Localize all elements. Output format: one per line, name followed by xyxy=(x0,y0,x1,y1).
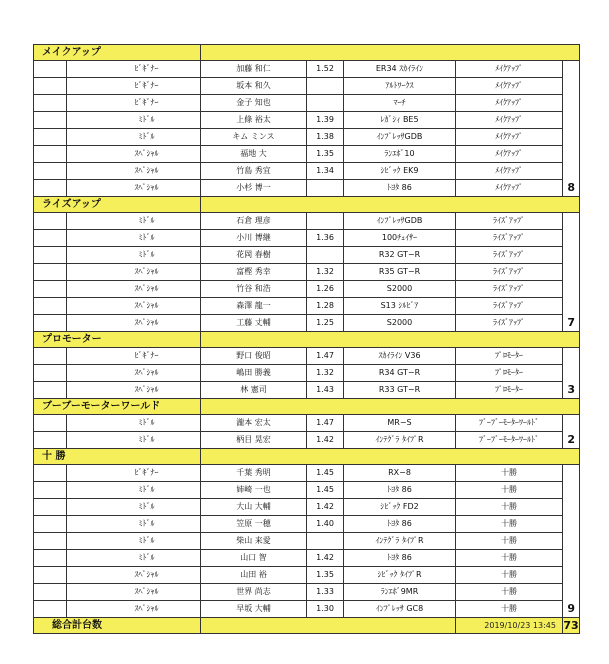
car-model: R34 GT−R xyxy=(344,365,456,382)
driver-name: 千葉 秀明 xyxy=(201,465,307,482)
car-model: ｲﾝﾌﾟﾚｯｻ GC8 xyxy=(344,601,456,618)
car-model: R33 GT−R xyxy=(344,382,456,399)
driver-name: 柄目 晃宏 xyxy=(201,432,307,449)
category-count: 7 xyxy=(563,213,580,332)
car-model: MR−S xyxy=(344,415,456,432)
driver-name: 竹島 秀宜 xyxy=(201,163,307,180)
driver-name: 工藤 丈輔 xyxy=(201,315,307,332)
car-model: ｱﾙﾄﾜｰｸｽ xyxy=(344,78,456,95)
entry-row xyxy=(34,247,580,264)
team-name: ﾗｲｽﾞｱｯﾌﾟ xyxy=(456,213,563,230)
car-model: ｽｶｲﾗｲﾝ V36 xyxy=(344,348,456,365)
car-model: ﾄﾖﾀ 86 xyxy=(344,482,456,499)
row-blank xyxy=(34,601,67,618)
car-model: ｲﾝﾃｸﾞﾗ ﾀｲﾌﾟR xyxy=(344,432,456,449)
car-model: ﾗﾝｴﾎﾞ9MR xyxy=(344,584,456,601)
driver-name: 小杉 博一 xyxy=(201,180,307,197)
entry-rate: 1.38 xyxy=(307,129,344,146)
driver-name: 姉崎 一也 xyxy=(201,482,307,499)
car-model: ｼﾋﾞｯｸ EK9 xyxy=(344,163,456,180)
team-name: ﾒｲｸｱｯﾌﾟ xyxy=(456,95,563,112)
team-name: 十勝 xyxy=(456,499,563,516)
driver-name: 金子 知也 xyxy=(201,95,307,112)
car-model: ｲﾝﾌﾟﾚｯｻGDB xyxy=(344,213,456,230)
entry-rate: 1.33 xyxy=(307,584,344,601)
car-model: RX−8 xyxy=(344,465,456,482)
driver-name: 世界 尚志 xyxy=(201,584,307,601)
entry-rate: 1.42 xyxy=(307,499,344,516)
row-blank xyxy=(34,382,67,399)
entry-rate: 1.47 xyxy=(307,415,344,432)
driver-name: 大山 大輔 xyxy=(201,499,307,516)
team-name: ﾌﾟﾛﾓｰﾀｰ xyxy=(456,348,563,365)
row-blank xyxy=(34,482,67,499)
category-header xyxy=(34,399,580,415)
car-model: ｼﾋﾞｯｸ FD2 xyxy=(344,499,456,516)
team-name: 十勝 xyxy=(456,516,563,533)
category-header xyxy=(34,197,580,213)
row-blank xyxy=(34,365,67,382)
entry-row xyxy=(34,550,580,567)
driver-name: 上條 裕太 xyxy=(201,112,307,129)
entry-rate: 1.40 xyxy=(307,516,344,533)
entry-row xyxy=(34,382,580,399)
entry-class: ﾋﾞｷﾞﾅｰ xyxy=(67,465,201,482)
entry-class: ﾐﾄﾞﾙ xyxy=(67,482,201,499)
row-blank xyxy=(34,432,67,449)
entry-row xyxy=(34,348,580,365)
team-name: ﾗｲｽﾞｱｯﾌﾟ xyxy=(456,230,563,247)
category-count: 2 xyxy=(563,415,580,449)
team-name: ﾌﾞｰﾌﾞｰﾓｰﾀｰﾜｰﾙﾄﾞ xyxy=(456,415,563,432)
team-name: ﾒｲｸｱｯﾌﾟ xyxy=(456,163,563,180)
entry-class: ﾐﾄﾞﾙ xyxy=(67,432,201,449)
team-name: 十勝 xyxy=(456,550,563,567)
entry-class: ﾐﾄﾞﾙ xyxy=(67,129,201,146)
entry-row xyxy=(34,315,580,332)
team-name: ﾗｲｽﾞｱｯﾌﾟ xyxy=(456,281,563,298)
car-model: R35 GT−R xyxy=(344,264,456,281)
row-blank xyxy=(34,584,67,601)
entry-row xyxy=(34,180,580,197)
entry-class: ｽﾍﾟｼｬﾙ xyxy=(67,264,201,281)
row-blank xyxy=(34,550,67,567)
car-model: ﾏｰﾁ xyxy=(344,95,456,112)
driver-name: 石倉 理彦 xyxy=(201,213,307,230)
entry-class: ｽﾍﾟｼｬﾙ xyxy=(67,365,201,382)
car-model: S2000 xyxy=(344,281,456,298)
row-blank xyxy=(34,146,67,163)
grand-total: 73 xyxy=(563,619,579,632)
entry-class: ｽﾍﾟｼｬﾙ xyxy=(67,567,201,584)
team-name: ﾌﾞｰﾌﾞｰﾓｰﾀｰﾜｰﾙﾄﾞ xyxy=(456,432,563,449)
team-name: ﾌﾟﾛﾓｰﾀｰ xyxy=(456,382,563,399)
entry-class: ｽﾍﾟｼｬﾙ xyxy=(67,298,201,315)
team-name: ﾒｲｸｱｯﾌﾟ xyxy=(456,78,563,95)
team-name: 十勝 xyxy=(456,533,563,550)
entry-rate: 1.32 xyxy=(307,264,344,281)
driver-name: 花岡 春樹 xyxy=(201,247,307,264)
driver-name: 竹谷 和浩 xyxy=(201,281,307,298)
team-name: ﾒｲｸｱｯﾌﾟ xyxy=(456,129,563,146)
row-blank xyxy=(34,516,67,533)
entry-row xyxy=(34,264,580,281)
entry-class: ﾐﾄﾞﾙ xyxy=(67,213,201,230)
car-model: S2000 xyxy=(344,315,456,332)
car-model: ｲﾝﾃｸﾞﾗ ﾀｲﾌﾟR xyxy=(344,533,456,550)
team-name: 十勝 xyxy=(456,465,563,482)
entry-class: ﾋﾞｷﾞﾅｰ xyxy=(67,348,201,365)
entry-class: ｽﾍﾟｼｬﾙ xyxy=(67,281,201,298)
entry-row xyxy=(34,298,580,315)
entry-row xyxy=(34,499,580,516)
entry-class: ｽﾍﾟｼｬﾙ xyxy=(67,163,201,180)
driver-name: 林 憲司 xyxy=(201,382,307,399)
entry-rate xyxy=(307,95,344,112)
car-model: ﾗﾝｴﾎﾞ10 xyxy=(344,146,456,163)
team-name: ﾒｲｸｱｯﾌﾟ xyxy=(456,180,563,197)
car-model: ｲﾝﾌﾟﾚｯｻGDB xyxy=(344,129,456,146)
driver-name: 山田 裕 xyxy=(201,567,307,584)
category-header xyxy=(34,45,580,61)
entry-row xyxy=(34,601,580,618)
entry-class: ﾋﾞｷﾞﾅｰ xyxy=(67,61,201,78)
car-model: ﾄﾖﾀ 86 xyxy=(344,180,456,197)
row-blank xyxy=(34,264,67,281)
car-model: R32 GT−R xyxy=(344,247,456,264)
team-name: 十勝 xyxy=(456,482,563,499)
entry-rate: 1.47 xyxy=(307,348,344,365)
category-title: プロモーター xyxy=(34,332,201,348)
entry-row xyxy=(34,465,580,482)
category-count: 9 xyxy=(563,465,580,618)
entry-class: ﾐﾄﾞﾙ xyxy=(67,247,201,264)
row-blank xyxy=(34,281,67,298)
entry-row xyxy=(34,129,580,146)
row-blank xyxy=(34,348,67,365)
team-name: ﾗｲｽﾞｱｯﾌﾟ xyxy=(456,298,563,315)
category-title: ライズアップ xyxy=(34,197,201,213)
entry-rate: 1.42 xyxy=(307,550,344,567)
row-blank xyxy=(34,78,67,95)
row-blank xyxy=(34,499,67,516)
entry-class: ﾐﾄﾞﾙ xyxy=(67,533,201,550)
driver-name: 柴山 来愛 xyxy=(201,533,307,550)
entry-class: ｽﾍﾟｼｬﾙ xyxy=(67,315,201,332)
entry-class: ﾐﾄﾞﾙ xyxy=(67,516,201,533)
entry-class: ﾋﾞｷﾞﾅｰ xyxy=(67,95,201,112)
entry-row xyxy=(34,516,580,533)
row-blank xyxy=(34,465,67,482)
entry-row xyxy=(34,584,580,601)
row-blank xyxy=(34,298,67,315)
entry-row xyxy=(34,230,580,247)
driver-name: キム ミンス xyxy=(201,129,307,146)
entry-row xyxy=(34,567,580,584)
team-name: ﾌﾟﾛﾓｰﾀｰ xyxy=(456,365,563,382)
entry-class: ﾐﾄﾞﾙ xyxy=(67,550,201,567)
category-title: 十 勝 xyxy=(34,449,201,465)
row-blank xyxy=(34,415,67,432)
entry-rate: 1.26 xyxy=(307,281,344,298)
entry-class: ﾋﾞｷﾞﾅｰ xyxy=(67,78,201,95)
entry-row xyxy=(34,146,580,163)
entry-class: ｽﾍﾟｼｬﾙ xyxy=(67,601,201,618)
team-name: ﾗｲｽﾞｱｯﾌﾟ xyxy=(456,247,563,264)
row-blank xyxy=(34,533,67,550)
entry-rate: 1.42 xyxy=(307,432,344,449)
entry-row xyxy=(34,78,580,95)
entry-rate xyxy=(307,247,344,264)
entry-rate: 1.30 xyxy=(307,601,344,618)
car-model: ﾄﾖﾀ 86 xyxy=(344,550,456,567)
driver-name: 小川 博継 xyxy=(201,230,307,247)
entry-list-sheet xyxy=(33,44,579,634)
entry-rate: 1.45 xyxy=(307,482,344,499)
entry-rate: 1.28 xyxy=(307,298,344,315)
driver-name: 早坂 大輔 xyxy=(201,601,307,618)
row-blank xyxy=(34,567,67,584)
entry-rate xyxy=(307,78,344,95)
team-name: 十勝 xyxy=(456,567,563,584)
entry-row xyxy=(34,432,580,449)
team-name: ﾗｲｽﾞｱｯﾌﾟ xyxy=(456,264,563,281)
entry-rate: 1.25 xyxy=(307,315,344,332)
entry-rate xyxy=(307,533,344,550)
entry-class: ﾐﾄﾞﾙ xyxy=(67,112,201,129)
driver-name: 瀧本 宏太 xyxy=(201,415,307,432)
entry-rate: 1.45 xyxy=(307,465,344,482)
category-title: メイクアップ xyxy=(34,45,201,61)
row-blank xyxy=(34,180,67,197)
category-header xyxy=(34,332,580,348)
entry-rate: 1.35 xyxy=(307,567,344,584)
entry-rate: 1.43 xyxy=(307,382,344,399)
team-name: ﾒｲｸｱｯﾌﾟ xyxy=(456,112,563,129)
entry-row xyxy=(34,281,580,298)
entry-rate: 1.36 xyxy=(307,230,344,247)
car-model: ER34 ｽｶｲﾗｲﾝ xyxy=(344,61,456,78)
driver-name: 坂本 和久 xyxy=(201,78,307,95)
driver-name: 山口 智 xyxy=(201,550,307,567)
entry-table xyxy=(33,44,580,634)
entry-row xyxy=(34,95,580,112)
entry-row xyxy=(34,415,580,432)
driver-name: 森澤 龍一 xyxy=(201,298,307,315)
car-model: ﾄﾖﾀ 86 xyxy=(344,516,456,533)
entry-class: ｽﾍﾟｼｬﾙ xyxy=(67,180,201,197)
driver-name: 富樫 秀幸 xyxy=(201,264,307,281)
entry-class: ﾐﾄﾞﾙ xyxy=(67,415,201,432)
entry-row xyxy=(34,482,580,499)
entry-class: ｽﾍﾟｼｬﾙ xyxy=(67,382,201,399)
driver-name: 福地 大 xyxy=(201,146,307,163)
driver-name: 嶋田 勝義 xyxy=(201,365,307,382)
car-model: 100ﾁｪｲｻｰ xyxy=(344,230,456,247)
team-name: ﾒｲｸｱｯﾌﾟ xyxy=(456,146,563,163)
team-name: 十勝 xyxy=(456,584,563,601)
entry-row xyxy=(34,365,580,382)
print-timestamp: 2019/10/23 13:45 xyxy=(456,618,563,634)
driver-name: 加藤 和仁 xyxy=(201,61,307,78)
entry-rate: 1.32 xyxy=(307,365,344,382)
category-header xyxy=(34,449,580,465)
entry-rate xyxy=(307,180,344,197)
entry-row xyxy=(34,163,580,180)
row-blank xyxy=(34,230,67,247)
category-count: 3 xyxy=(563,348,580,399)
category-title: ブーブーモーターワールド xyxy=(34,399,201,415)
entry-class: ﾐﾄﾞﾙ xyxy=(67,499,201,516)
entry-rate: 1.39 xyxy=(307,112,344,129)
row-blank xyxy=(34,61,67,78)
row-blank xyxy=(34,163,67,180)
entry-rate: 1.34 xyxy=(307,163,344,180)
entry-row xyxy=(34,112,580,129)
team-name: 十勝 xyxy=(456,601,563,618)
total-row xyxy=(34,618,580,634)
entry-rate: 1.52 xyxy=(307,61,344,78)
driver-name: 野口 俊昭 xyxy=(201,348,307,365)
car-model: ｼﾋﾞｯｸ ﾀｲﾌﾟR xyxy=(344,567,456,584)
row-blank xyxy=(34,247,67,264)
category-count: 8 xyxy=(563,61,580,197)
team-name: ﾒｲｸｱｯﾌﾟ xyxy=(456,61,563,78)
row-blank xyxy=(34,315,67,332)
entry-rate: 1.35 xyxy=(307,146,344,163)
row-blank xyxy=(34,129,67,146)
entry-rate xyxy=(307,213,344,230)
row-blank xyxy=(34,213,67,230)
entry-class: ﾐﾄﾞﾙ xyxy=(67,230,201,247)
entry-class: ｽﾍﾟｼｬﾙ xyxy=(67,584,201,601)
entry-row xyxy=(34,213,580,230)
team-name: ﾗｲｽﾞｱｯﾌﾟ xyxy=(456,315,563,332)
row-blank xyxy=(34,112,67,129)
driver-name: 笠原 一穂 xyxy=(201,516,307,533)
entry-class: ｽﾍﾟｼｬﾙ xyxy=(67,146,201,163)
total-label: 総合計台数 xyxy=(34,618,201,634)
row-blank xyxy=(34,95,67,112)
car-model: S13 ｼﾙﾋﾞｱ xyxy=(344,298,456,315)
entry-row xyxy=(34,61,580,78)
entry-row xyxy=(34,533,580,550)
car-model: ﾚｶﾞｼｨ BE5 xyxy=(344,112,456,129)
